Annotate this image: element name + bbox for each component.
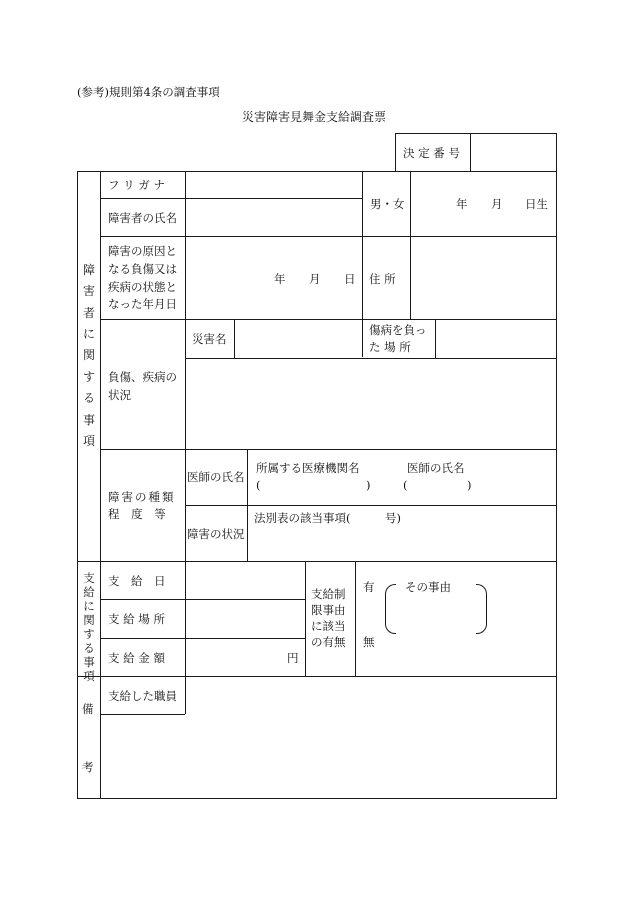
row-line-cause xyxy=(100,319,556,320)
furigana-field[interactable] xyxy=(192,176,356,194)
disability-status-label: 障害の状況 xyxy=(187,527,245,541)
col-line-restriction xyxy=(355,561,356,676)
row-line-injury xyxy=(100,449,556,450)
cause-day: 日 xyxy=(344,272,356,286)
doctor-label: 医師の氏名 xyxy=(187,470,245,484)
reason-bracket-right xyxy=(476,584,487,634)
col-line-label xyxy=(185,171,186,561)
remarks-field[interactable] xyxy=(106,720,550,792)
pay-amount-label: 支 給 金 額 xyxy=(108,651,165,665)
section-label-remarks-1: 備 xyxy=(82,702,94,716)
staff-label: 支給した職員 xyxy=(108,689,177,703)
row-line-pay-date xyxy=(100,599,305,600)
birth-year: 年 xyxy=(456,197,468,211)
name-field[interactable] xyxy=(192,204,356,230)
section-label-remarks-2: 考 xyxy=(82,760,94,774)
row-line-name xyxy=(100,236,556,237)
row-line-pay-place xyxy=(100,638,305,639)
restriction-no: 無 xyxy=(363,635,375,649)
col-line-sex-left xyxy=(362,171,363,357)
reason-label: その事由 xyxy=(405,580,451,594)
type-degree-label-1: 障害の種類 xyxy=(108,490,176,504)
institution-paren-close: ) xyxy=(366,478,371,492)
pay-date-label: 支 給 日 xyxy=(108,574,166,588)
injury-status-field[interactable] xyxy=(191,364,550,444)
yen-unit: 円 xyxy=(287,651,299,665)
frame-top xyxy=(77,171,556,172)
frame-right xyxy=(556,171,557,799)
restriction-label: 支給制限事由に該当の有無 xyxy=(311,587,346,650)
doctor-paren-close: ) xyxy=(467,478,472,492)
name-label: 障害者の氏名 xyxy=(108,211,177,225)
col-line-pay-value xyxy=(305,561,306,676)
pay-date-field[interactable] xyxy=(191,566,299,594)
section-sep-payment xyxy=(77,561,556,562)
section-sep-remarks xyxy=(77,676,556,677)
restriction-yes: 有 xyxy=(363,580,375,594)
col-line-injury-place xyxy=(435,319,436,358)
table-item-text: 法別表の該当事項( 号) xyxy=(254,511,401,525)
pay-place-label: 支 給 場 所 xyxy=(108,612,165,626)
address-label: 住 所 xyxy=(369,272,396,286)
address-field[interactable] xyxy=(416,244,550,312)
row-line-doctor xyxy=(185,505,556,506)
section-label-disabled: 障害者に関する事項 xyxy=(82,263,95,448)
frame-bottom xyxy=(77,798,556,799)
doctor-paren-open: ( xyxy=(403,478,408,492)
col-line-disaster-name xyxy=(234,319,235,358)
decision-box-left xyxy=(395,133,396,171)
reason-field[interactable] xyxy=(397,598,473,628)
furigana-label: フ リ ガ ナ xyxy=(108,178,165,192)
institution-field[interactable] xyxy=(264,478,362,494)
birth-day: 日生 xyxy=(525,197,548,211)
birth-month: 月 xyxy=(491,197,503,211)
cause-year: 年 xyxy=(274,272,286,286)
injury-place-label-1: 傷病を負っ xyxy=(369,323,427,337)
decision-number-label: 決 定 番 号 xyxy=(403,146,460,160)
section-label-divider xyxy=(100,171,101,799)
decision-box-mid xyxy=(470,133,471,171)
cause-label: 障害の原因となる負傷又は疾病の状態となった年月日 xyxy=(108,244,177,312)
injury-place-label-2: た 場 所 xyxy=(369,340,411,354)
col-line-pay-label xyxy=(185,561,186,676)
reference-note: (参考)規則第4条の調査事項 xyxy=(77,85,220,99)
decision-box-top xyxy=(395,133,556,134)
row-line-furigana xyxy=(100,198,362,199)
institution-header: 所属する医療機関名 xyxy=(256,461,360,475)
reason-bracket-left xyxy=(385,584,396,634)
form-title: 災害障害見舞金支給調査票 xyxy=(242,110,387,124)
frame-left xyxy=(77,171,78,799)
col-line-staff xyxy=(185,676,186,714)
cause-month: 月 xyxy=(309,272,321,286)
col-line-doctor xyxy=(247,449,248,561)
sex-label: 男・女 xyxy=(370,197,405,211)
doctor-name-field[interactable] xyxy=(411,478,463,494)
decision-number-field[interactable] xyxy=(478,146,548,162)
disaster-name-label: 災害名 xyxy=(192,332,227,346)
section-label-payment: 支給に関する事項 xyxy=(83,571,95,684)
row-line-staff xyxy=(100,714,185,715)
institution-paren-open: ( xyxy=(256,478,261,492)
pay-place-field[interactable] xyxy=(191,605,299,633)
pay-amount-field[interactable] xyxy=(191,644,281,672)
type-degree-label-2: 程 度 等 xyxy=(108,507,170,521)
injury-place-field[interactable] xyxy=(441,325,550,351)
injury-status-label: 負傷、疾病の状況 xyxy=(108,370,177,402)
row-line-disaster xyxy=(185,358,556,359)
doctor-name-header: 医師の氏名 xyxy=(407,461,465,475)
disaster-name-field[interactable] xyxy=(240,325,356,351)
col-line-sex-right xyxy=(410,171,411,319)
decision-box-right xyxy=(556,133,557,171)
